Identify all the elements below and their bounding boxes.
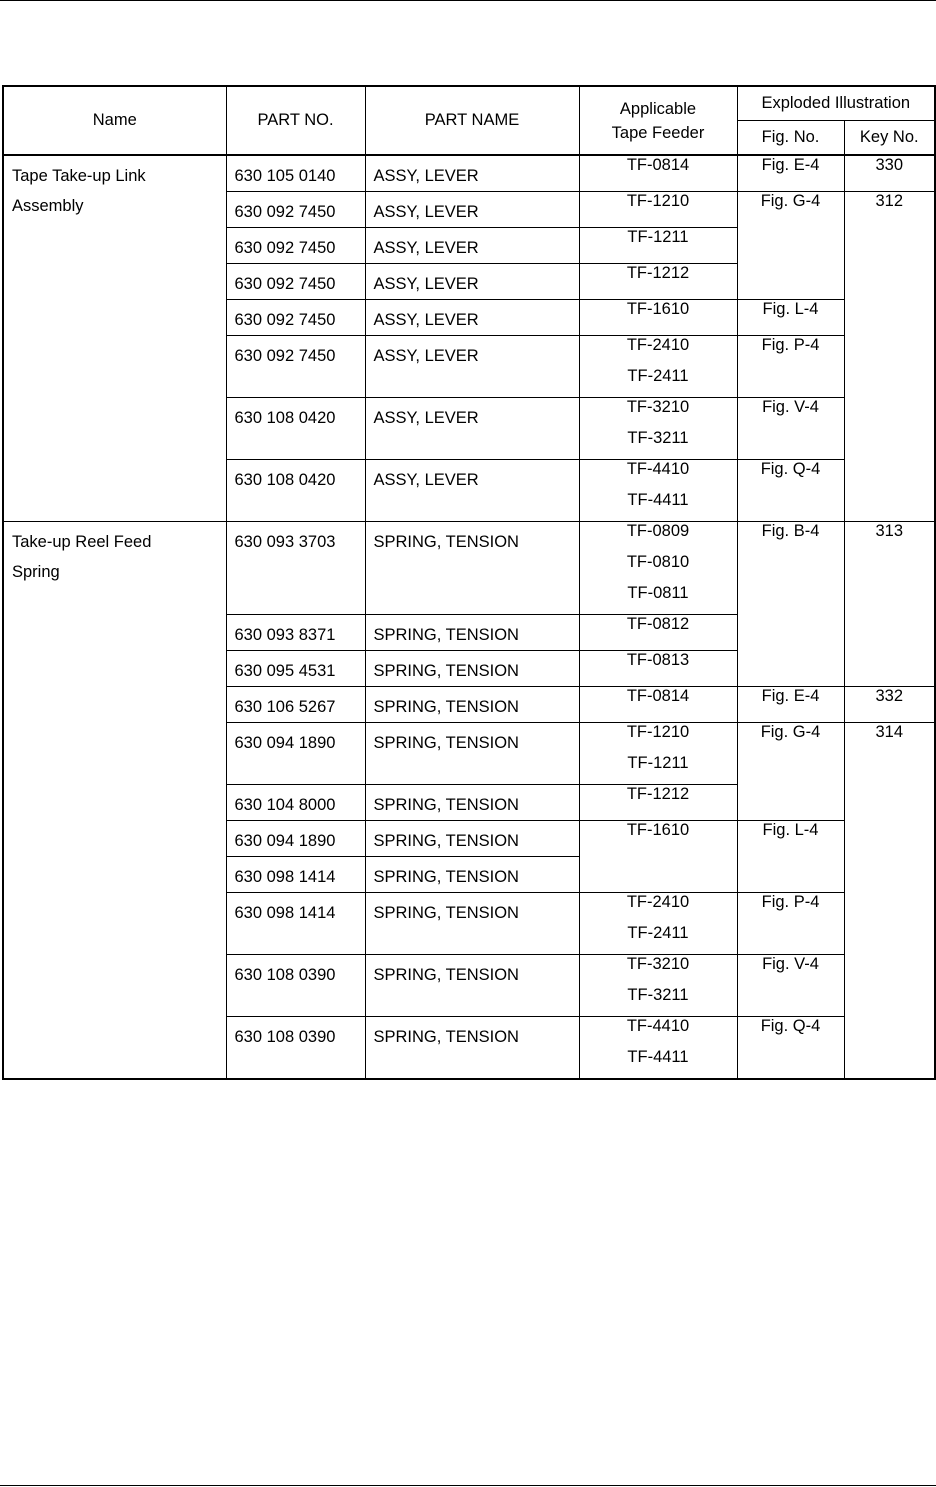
col-header-applicable-line1: Applicable bbox=[619, 99, 697, 118]
fig-no-cell: Fig. B-4 bbox=[737, 522, 844, 687]
fig-no-cell: Fig. V-4 bbox=[737, 955, 844, 1017]
part-name-cell: ASSY, LEVER bbox=[365, 336, 579, 398]
group-name-line1: Take-up Reel Feed bbox=[12, 533, 152, 551]
group-name-line1: Tape Take-up Link bbox=[12, 167, 146, 185]
part-no-cell: 630 092 7450 bbox=[226, 336, 365, 398]
fig-no-cell: Fig. G-4 bbox=[737, 723, 844, 821]
feeder-cell: TF-3211 bbox=[579, 986, 737, 1017]
fig-no-cell: Fig. E-4 bbox=[737, 155, 844, 192]
group-name-line2: Assembly bbox=[12, 197, 84, 215]
key-no-cell: 313 bbox=[844, 522, 935, 687]
feeder-cell: TF-1212 bbox=[579, 785, 737, 821]
feeder-cell: TF-1211 bbox=[579, 754, 737, 785]
feeder-cell: TF-4411 bbox=[579, 491, 737, 522]
key-no-cell: 330 bbox=[844, 155, 935, 192]
group-name-cell bbox=[3, 522, 226, 1079]
part-name-cell: SPRING, TENSION bbox=[365, 651, 579, 687]
group-name-cell bbox=[3, 155, 226, 522]
part-no-cell: 630 092 7450 bbox=[226, 264, 365, 300]
part-no-cell: 630 094 1890 bbox=[226, 821, 365, 857]
fig-no-cell: Fig. E-4 bbox=[737, 687, 844, 723]
col-header-name: Name bbox=[3, 86, 226, 155]
table-row bbox=[3, 522, 935, 553]
fig-no-cell: Fig. Q-4 bbox=[737, 1017, 844, 1079]
part-no-cell: 630 092 7450 bbox=[226, 300, 365, 336]
fig-no-cell: Fig. P-4 bbox=[737, 336, 844, 398]
part-name-cell: SPRING, TENSION bbox=[365, 615, 579, 651]
part-name-cell: SPRING, TENSION bbox=[365, 821, 579, 857]
part-name-cell: SPRING, TENSION bbox=[365, 522, 579, 615]
part-no-cell: 630 093 8371 bbox=[226, 615, 365, 651]
feeder-cell: TF-2410 bbox=[579, 336, 737, 367]
feeder-cell: TF-1610 bbox=[579, 821, 737, 893]
feeder-cell: TF-4410 bbox=[579, 460, 737, 491]
feeder-cell: TF-1210 bbox=[579, 192, 737, 228]
top-rule bbox=[0, 0, 936, 1]
feeder-cell: TF-3211 bbox=[579, 429, 737, 460]
feeder-cell: TF-3210 bbox=[579, 398, 737, 429]
key-no-cell: 312 bbox=[844, 192, 935, 522]
feeder-cell: TF-2410 bbox=[579, 893, 737, 924]
part-name-cell: ASSY, LEVER bbox=[365, 155, 579, 192]
part-no-cell: 630 108 0390 bbox=[226, 955, 365, 1017]
part-no-cell: 630 092 7450 bbox=[226, 228, 365, 264]
key-no-cell: 332 bbox=[844, 687, 935, 723]
feeder-cell: TF-0814 bbox=[579, 155, 737, 192]
group-name-line2: Spring bbox=[12, 563, 60, 581]
part-no-cell: 630 108 0390 bbox=[226, 1017, 365, 1079]
feeder-cell: TF-0809 bbox=[579, 522, 737, 553]
part-name-cell: SPRING, TENSION bbox=[365, 785, 579, 821]
fig-no-cell: Fig. L-4 bbox=[737, 821, 844, 893]
parts-table bbox=[2, 85, 936, 1080]
part-no-cell: 630 098 1414 bbox=[226, 857, 365, 893]
key-no-cell: 314 bbox=[844, 723, 935, 1079]
feeder-cell: TF-0814 bbox=[579, 687, 737, 723]
part-name-cell: SPRING, TENSION bbox=[365, 857, 579, 893]
part-no-cell: 630 104 8000 bbox=[226, 785, 365, 821]
part-no-cell: 630 094 1890 bbox=[226, 723, 365, 785]
part-name-cell: SPRING, TENSION bbox=[365, 723, 579, 785]
feeder-cell: TF-2411 bbox=[579, 924, 737, 955]
feeder-cell: TF-0812 bbox=[579, 615, 737, 651]
feeder-cell: TF-0813 bbox=[579, 651, 737, 687]
fig-no-cell: Fig. L-4 bbox=[737, 300, 844, 336]
col-header-applicable-line2: Tape Feeder bbox=[611, 123, 705, 142]
col-header-exploded: Exploded Illustration bbox=[737, 86, 935, 121]
part-no-cell: 630 092 7450 bbox=[226, 192, 365, 228]
bottom-rule bbox=[0, 1485, 936, 1486]
feeder-cell: TF-3210 bbox=[579, 955, 737, 986]
part-no-cell: 630 105 0140 bbox=[226, 155, 365, 192]
feeder-cell: TF-1210 bbox=[579, 723, 737, 754]
part-name-cell: SPRING, TENSION bbox=[365, 1017, 579, 1079]
fig-no-cell: Fig. G-4 bbox=[737, 192, 844, 300]
part-name-cell: ASSY, LEVER bbox=[365, 264, 579, 300]
feeder-cell: TF-0810 bbox=[579, 553, 737, 584]
col-header-applicable bbox=[579, 86, 737, 155]
col-header-part-no: PART NO. bbox=[226, 86, 365, 155]
part-name-cell: SPRING, TENSION bbox=[365, 955, 579, 1017]
feeder-cell: TF-2411 bbox=[579, 367, 737, 398]
part-no-cell: 630 095 4531 bbox=[226, 651, 365, 687]
part-name-cell: ASSY, LEVER bbox=[365, 192, 579, 228]
part-name-cell: ASSY, LEVER bbox=[365, 398, 579, 460]
col-header-part-name: PART NAME bbox=[365, 86, 579, 155]
col-header-key-no: Key No. bbox=[844, 121, 935, 156]
part-no-cell: 630 093 3703 bbox=[226, 522, 365, 615]
feeder-cell: TF-4410 bbox=[579, 1017, 737, 1048]
feeder-cell: TF-1212 bbox=[579, 264, 737, 300]
part-name-cell: SPRING, TENSION bbox=[365, 687, 579, 723]
table-row bbox=[3, 155, 935, 192]
part-name-cell: SPRING, TENSION bbox=[365, 893, 579, 955]
part-name-cell: ASSY, LEVER bbox=[365, 300, 579, 336]
col-header-fig-no: Fig. No. bbox=[737, 121, 844, 156]
fig-no-cell: Fig. V-4 bbox=[737, 398, 844, 460]
feeder-cell: TF-1211 bbox=[579, 228, 737, 264]
part-name-cell: ASSY, LEVER bbox=[365, 228, 579, 264]
part-no-cell: 630 098 1414 bbox=[226, 893, 365, 955]
fig-no-cell: Fig. Q-4 bbox=[737, 460, 844, 522]
feeder-cell: TF-4411 bbox=[579, 1048, 737, 1079]
part-name-cell: ASSY, LEVER bbox=[365, 460, 579, 522]
part-no-cell: 630 106 5267 bbox=[226, 687, 365, 723]
part-no-cell: 630 108 0420 bbox=[226, 398, 365, 460]
feeder-cell: TF-1610 bbox=[579, 300, 737, 336]
fig-no-cell: Fig. P-4 bbox=[737, 893, 844, 955]
feeder-cell: TF-0811 bbox=[579, 584, 737, 615]
part-no-cell: 630 108 0420 bbox=[226, 460, 365, 522]
